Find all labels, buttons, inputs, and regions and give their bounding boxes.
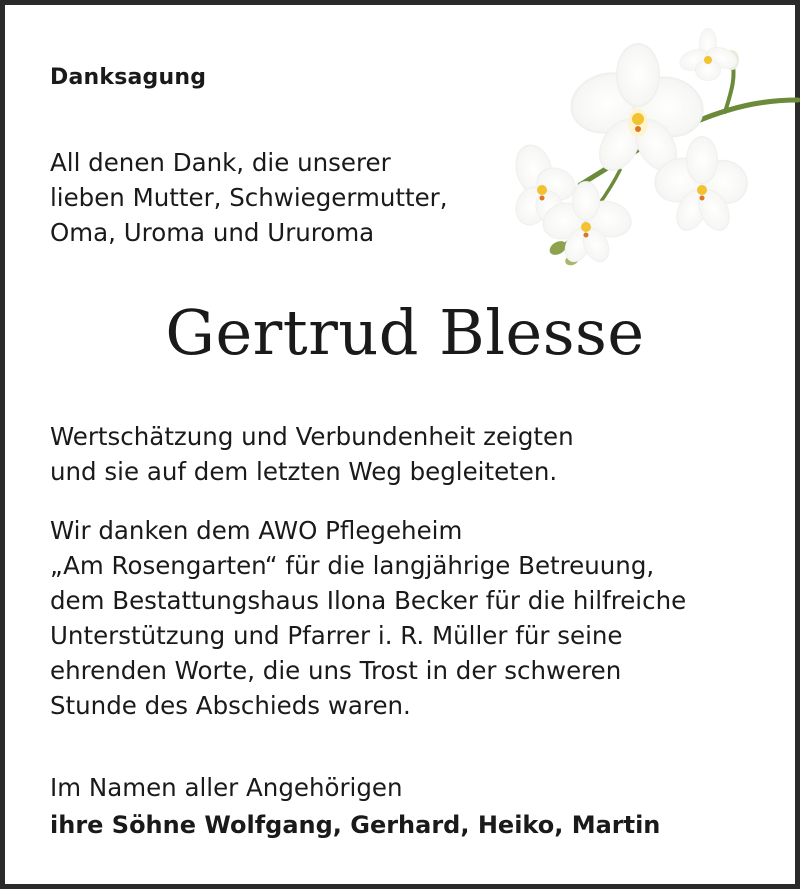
family-names: ihre Söhne Wolfgang, Gerhard, Heiko, Martin [50, 811, 661, 839]
orchid-image [510, 20, 800, 275]
after-name-text: Wertschätzung und Verbundenheit zeigten und sie auf dem letzten Weg begleiteten. [50, 422, 574, 486]
intro-text: All denen Dank, die unserer lieben Mutter, Schwiegermutter, Oma, Uroma und Ururoma [50, 148, 448, 247]
deceased-name: Gertrud Blesse [165, 296, 645, 369]
thanks-paragraph: Wir danken dem AWO Pflegeheim „Am Rosengarten“ für die langjährige Betreuung, dem Bestattungshaus Ilona Becker für die hilfreiche Unterstützung und Pfarrer i. R. Müller für seine ehrenden Worte, die uns Trost in der schweren Stunde des Abschieds waren. [50, 516, 687, 720]
notice-heading: Danksagung [50, 65, 207, 90]
signoff-line: Im Namen aller Angehörigen [50, 773, 403, 802]
